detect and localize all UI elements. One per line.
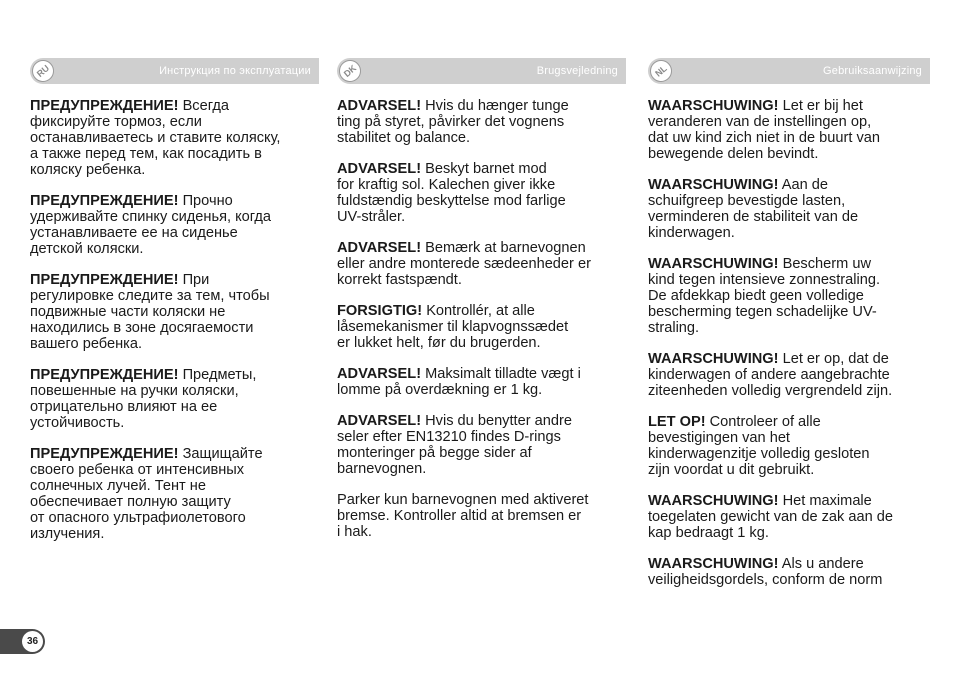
section-header-dk [337,58,626,84]
caution-paragraph: LET OP! Controleer of alle bevestigingen van het kinderwagenzitje volledig gesloten zijn voordat u dit gebruikt. [648,414,870,478]
warning-paragraph: WAARSCHUWING! Als u andere veiligheidsgordels, conform de norm [648,556,883,588]
warning-paragraph: ADVARSEL! Maksimalt tilladte vægt i lomme på overdækning er 1 kg. [337,366,581,398]
warning-paragraph: ПРЕДУПРЕЖДЕНИЕ! Прочно удерживайте спинку сиденья, когда устанавливаете ее на сиденье детской коляски. [30,193,272,257]
warning-paragraph: ПРЕДУПРЕЖДЕНИЕ! Предметы, повешенные на ручки коляски, отрицательно влияют на ее устойчивость. [30,367,257,431]
language-badge-dk: DK [335,56,366,87]
section-title-ru: Инструкция по эксплуатации [159,65,311,77]
section-title-dk: Brugsvejledning [536,65,618,77]
warning-paragraph: ПРЕДУПРЕЖДЕНИЕ! Всегда фиксируйте тормоз, если останавливаетесь и ставите коляску, а также перед тем, как посадить в коляску ребенка. [30,98,281,178]
section-header-ru [30,58,319,84]
warning-paragraph: ADVARSEL! Hvis du hænger tunge ting på styret, påvirker det vognens stabilitet og balance. [337,98,569,146]
column-ru [30,58,319,557]
warning-paragraph: ПРЕДУПРЕЖДЕНИЕ! При регулировке следите за тем, чтобы подвижные части коляски не находились в зоне досягаемости вашего ребенка. [30,272,270,352]
warning-paragraph: WAARSCHUWING! Let er op, dat de kinderwagen of andere aangebrachte ziteenheden volledig vergrendeld zijn. [648,351,893,399]
column-body-ru [30,98,319,542]
info-paragraph: Parker kun barnevognen med aktiveret bremse. Kontroller altid at bremsen er i hak. [337,492,589,540]
page-number: 36 [22,631,43,652]
warning-paragraph: ADVARSEL! Beskyt barnet mod for kraftig sol. Kalechen giver ikke fuldstændig beskyttelse mod farlige UV-stråler. [337,161,566,225]
section-header-nl [648,58,930,84]
warning-paragraph: WAARSCHUWING! Aan de schuifgreep bevestigde lasten, verminderen de stabiliteit van de kinderwagen. [648,177,859,241]
warning-paragraph: WAARSCHUWING! Het maximale toegelaten gewicht van de zak aan de kap bedraagt 1 kg. [648,493,894,541]
page-number-tab [0,629,45,654]
warning-paragraph: ADVARSEL! Bemærk at barnevognen eller andre monterede sædeenheder er korrekt fastspændt. [337,240,591,288]
section-title-nl: Gebruiksaanwijzing [823,65,922,77]
warning-paragraph: ПРЕДУПРЕЖДЕНИЕ! Защищайте своего ребенка от интенсивных солнечных лучей. Тент не обеспечивает полную защиту от опасного ультрафиолетового излучения. [30,446,263,542]
column-nl [648,58,930,603]
column-dk [337,58,626,555]
caution-paragraph: FORSIGTIG! Kontrollér, at alle låsemekanismer til klapvognssædet er lukket helt, før du brugerden. [337,303,569,351]
column-body-nl [648,98,930,588]
column-body-dk [337,98,626,540]
warning-paragraph: ADVARSEL! Hvis du benytter andre seler efter EN13210 findes D-rings monteringer på begge sider af barnevognen. [337,413,572,477]
language-badge-nl: NL [646,56,677,87]
warning-paragraph: WAARSCHUWING! Bescherm uw kind tegen intensieve zonnestraling. De afdekkap biedt geen volledige bescherming tegen schadelijke UV- straling. [648,256,881,336]
warning-paragraph: WAARSCHUWING! Let er bij het veranderen van de instellingen op, dat uw kind zich niet in de buurt van bewegende delen bevindt. [648,98,881,162]
language-badge-ru: RU [28,56,59,87]
